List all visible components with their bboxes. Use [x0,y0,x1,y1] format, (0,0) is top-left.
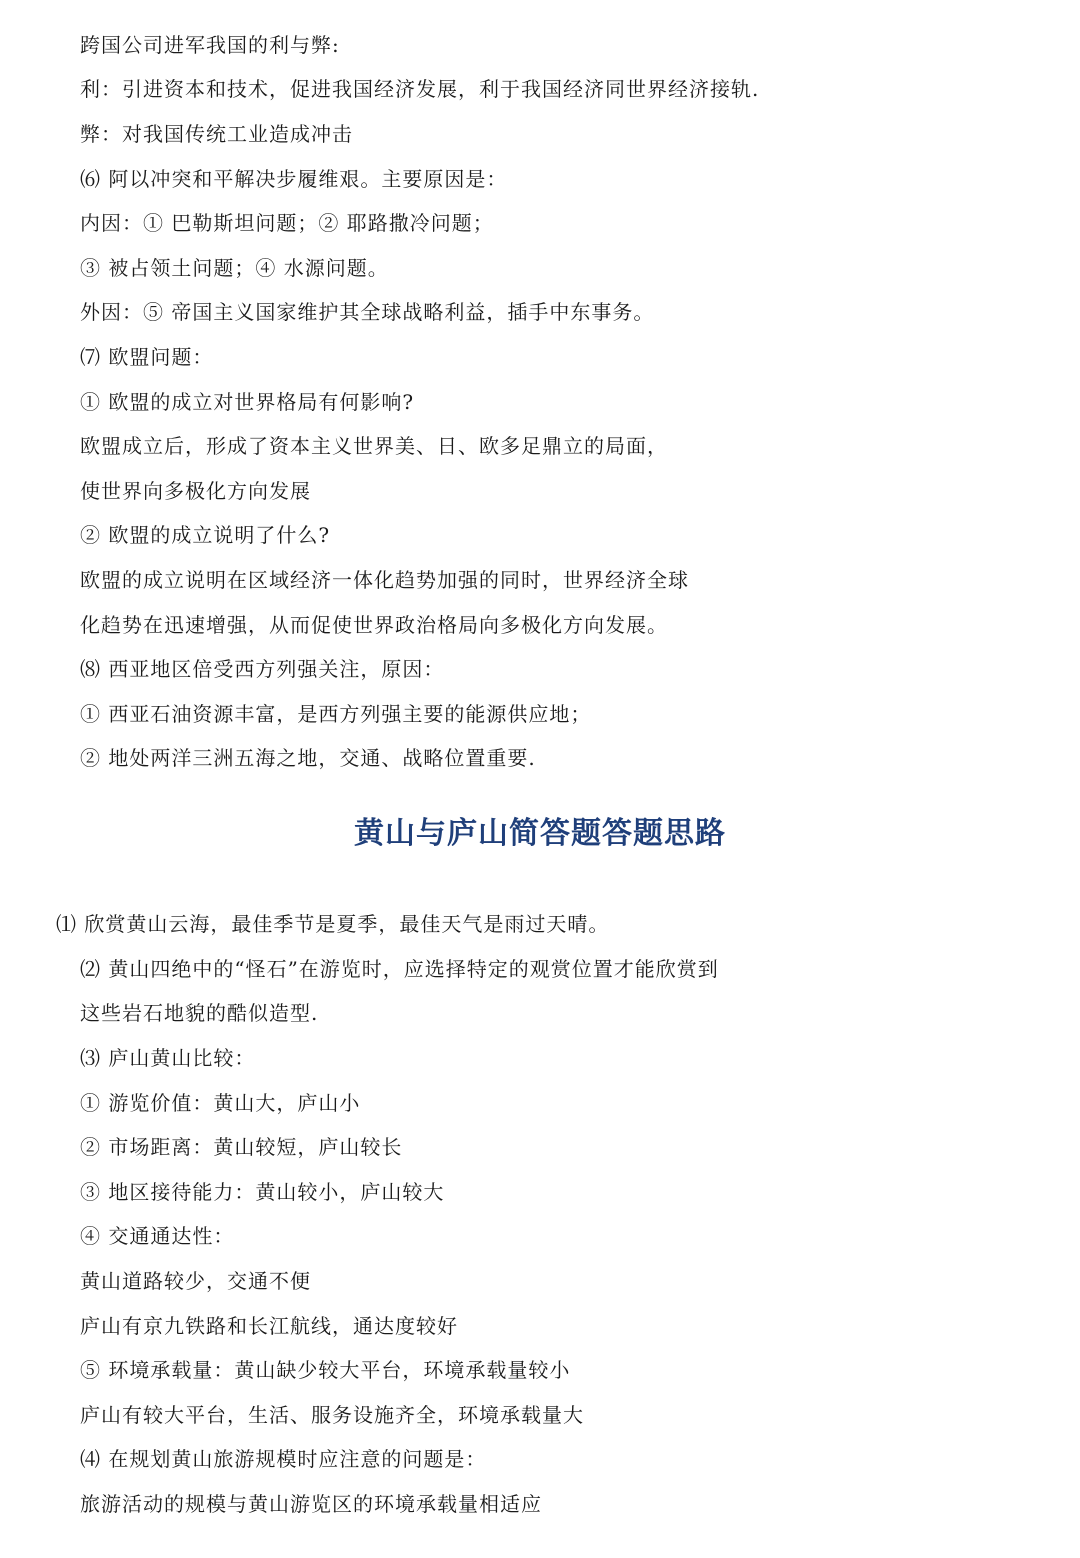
text-line: 这些岩石地貌的酷似造型. [80,1001,319,1025]
text-line: ① 欧盟的成立对世界格局有何影响? [80,390,415,414]
text-line: ⑴ 欣赏黄山云海，最佳季节是夏季，最佳天气是雨过天晴。 [56,912,610,936]
text-line: ④ 交通通达性： [80,1224,235,1248]
text-line: ② 地处两洋三洲五海之地，交通、战略位置重要. [80,746,536,770]
text-line: 欧盟的成立说明在区域经济一体化趋势加强的同时，世界经济全球 [80,568,689,592]
text-line: ⑻ 西亚地区倍受西方列强关注，原因： [80,657,445,681]
text-line: ⑤ 环境承载量：黄山缺少较大平台，环境承载量较小 [80,1358,571,1382]
text-line: ① 西亚石油资源丰富，是西方列强主要的能源供应地； [80,702,592,726]
text-line: ⑶ 庐山黄山比较： [80,1046,256,1070]
text-line: 利：引进资本和技术，促进我国经济发展，利于我国经济同世界经济接轨. [80,77,760,101]
text-line: 庐山有京九铁路和长江航线，通达度较好 [80,1314,458,1338]
text-line: 弊：对我国传统工业造成冲击 [80,122,353,146]
text-line: 庐山有较大平台，生活、服务设施齐全，环境承载量大 [80,1403,584,1427]
text-line: 跨国公司进军我国的利与弊: [80,33,340,57]
text-line: 使世界向多极化方向发展 [80,479,311,503]
text-line: ⑺ 欧盟问题： [80,345,214,369]
text-line: ② 欧盟的成立说明了什么? [80,523,331,547]
section-heading: 黄山与庐山简答题答题思路 [354,816,726,851]
text-line: ③ 被占领土问题；④ 水源问题。 [80,256,389,280]
text-line: 化趋势在迅速增强，从而促使世界政治格局向多极化方向发展。 [80,613,668,637]
text-line: ① 游览价值：黄山大，庐山小 [80,1091,361,1115]
text-line: ⑹ 阿以冲突和平解决步履维艰。主要原因是： [80,167,508,191]
text-line: 欧盟成立后，形成了资本主义世界美、日、欧多足鼎立的局面， [80,434,668,458]
text-line: 内因：① 巴勒斯坦问题；② 耶路撒冷问题； [80,211,494,235]
text-line: ② 市场距离：黄山较短，庐山较长 [80,1135,403,1159]
text-line: ⑷ 在规划黄山旅游规模时应注意的问题是： [80,1447,487,1471]
text-line: 外因：⑤ 帝国主义国家维护其全球战略利益，插手中东事务。 [80,300,655,324]
text-line: 旅游活动的规模与黄山游览区的环境承载量相适应 [80,1492,542,1516]
text-line: ③ 地区接待能力：黄山较小，庐山较大 [80,1180,445,1204]
text-line: 黄山道路较少，交通不便 [80,1269,311,1293]
text-line: ⑵ 黄山四绝中的“怪石”在游览时，应选择特定的观赏位置才能欣赏到 [80,957,719,981]
